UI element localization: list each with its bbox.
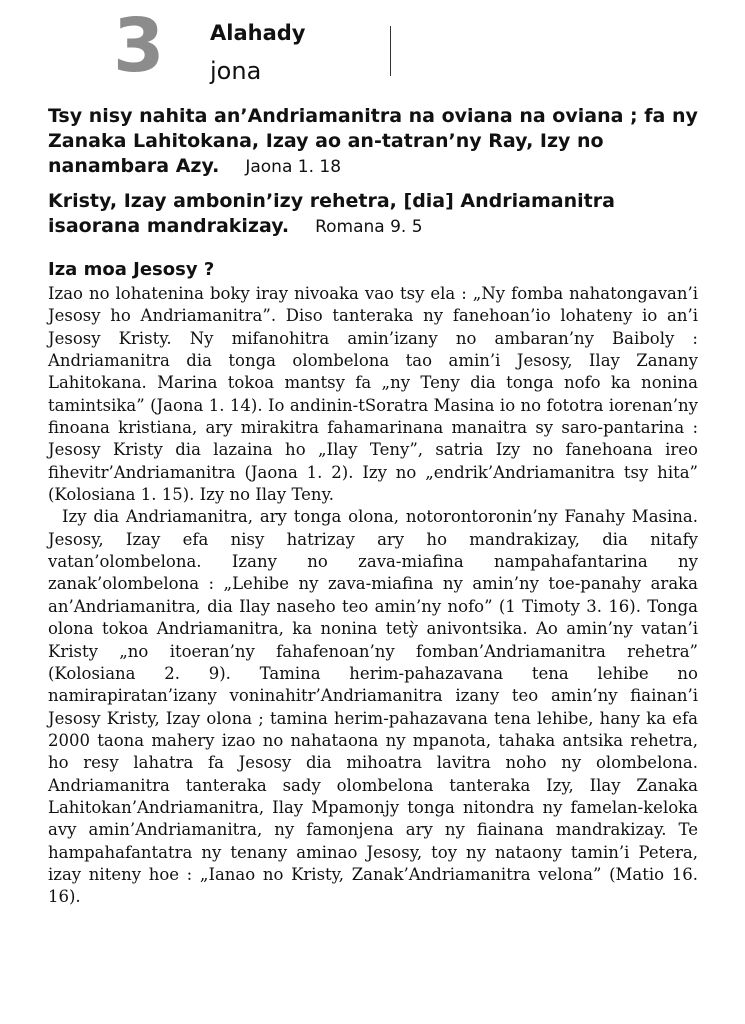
month-name: jona [210,57,262,85]
scripture-verse [48,189,698,240]
day-number: 3 [113,3,165,89]
page-header [0,0,745,100]
verse-reference: Romana 9. 5 [315,217,423,237]
header-divider [390,26,391,76]
verse-text: Tsy nisy nahita an’Andriamanitra na oviana na oviana ; fa ny Zanaka Lahitokana, Izay ao an-tatran’ny Ray, Izy no nanambara Azy. [48,105,698,177]
day-name: Alahady [210,21,306,45]
verse-reference: Jaona 1. 18 [245,157,342,177]
article-paragraph: Izao no lohatenina boky iray nivoaka vao tsy ela : „Ny fomba nahatongavan’i Jesosy ho Andriamanitra”. Diso tanteraka ny fanehoan’io lohateny io an’i Jesosy Kristy. Ny mifanohitra amin’izany no ambaran’ny Baiboly : Andriamanitra dia tonga olombelona tao amin’i Jesosy, Ilay Zanany Lahitokana. Marina tokoa mantsy fa „ny Teny dia tonga nofo ka nonina tamintsika” (Jaona 1. 14). Io andinin-tSoratra Masina io no fototra iorenan’ny finoana kristiana, ary mirakitra fahamarinana manaitra sy saro-pantarina : Jesosy Kristy dia lazaina ho „Ilay Teny”, satria Izy no fanehoana ireo fihevitr’Andriamanitra (Jaona 1. 2). Izy no „endrik’Andriamanitra tsy hita” (Kolosiana 1. 15). Izy no Ilay Teny. [48,284,698,505]
section-title: Iza moa Jesosy ? [48,259,215,280]
article-body [48,283,698,909]
article-paragraph: Izy dia Andriamanitra, ary tonga olona, notorontoronin’ny Fanahy Masina. Jesosy, Izay efa nisy hatrizay ary ho mandrakizay, dia nitafy vatan’olombelona. Izany no zava-miafina nampahafantarina ny zanak’olombelona : „Lehibe ny zava-miafina ny amin’ny toe-panahy araka an’Andriamanitra, dia Ilay naseho teo amin’ny nofo” (1 Timoty 3. 16). Tonga olona tokoa Andriamanitra, ka nonina tetỳ anivontsika. Ao amin’ny vatan’i Kristy „no itoeran’ny fahafenoan’ny fomban’Andriamanitra rehetra” (Kolosiana 2. 9). Tamina herim-pahazavana tena lehibe no namirapiratan’izany voninahitr’Andriamanitra izany teo amin’ny fiainan’i Jesosy Kristy, Izay olona ; tamina herim-pahazavana tena lehibe, hany ka efa 2000 taona mahery izao no nahataona ny mpanota, tahaka antsika rehetra, ho resy lahatra fa Jesosy dia mihoatra lavitra noho ny olombelona. Andriamanitra tanteraka sady olombelona tanteraka Izy, Ilay Zanaka Lahitokan’Andriamanitra, Ilay Mpamonjy tonga nitondra ny famelan-keloka avy amin’Andriamanitra, ny famonjena ary ny fiainana mandrakizay. Te hampahafantatra ny tenany aminao Jesosy, toy ny nataony tamin’i Petera, izay niteny hoe : „Ianao no Kristy, Zanak’Andriamanitra velona” (Matio 16. 16). [48,507,698,907]
verse-text: Kristy, Izay ambonin’izy rehetra, [dia] Andriamanitra isaorana mandrakizay. [48,190,615,237]
scripture-verse [48,104,698,180]
